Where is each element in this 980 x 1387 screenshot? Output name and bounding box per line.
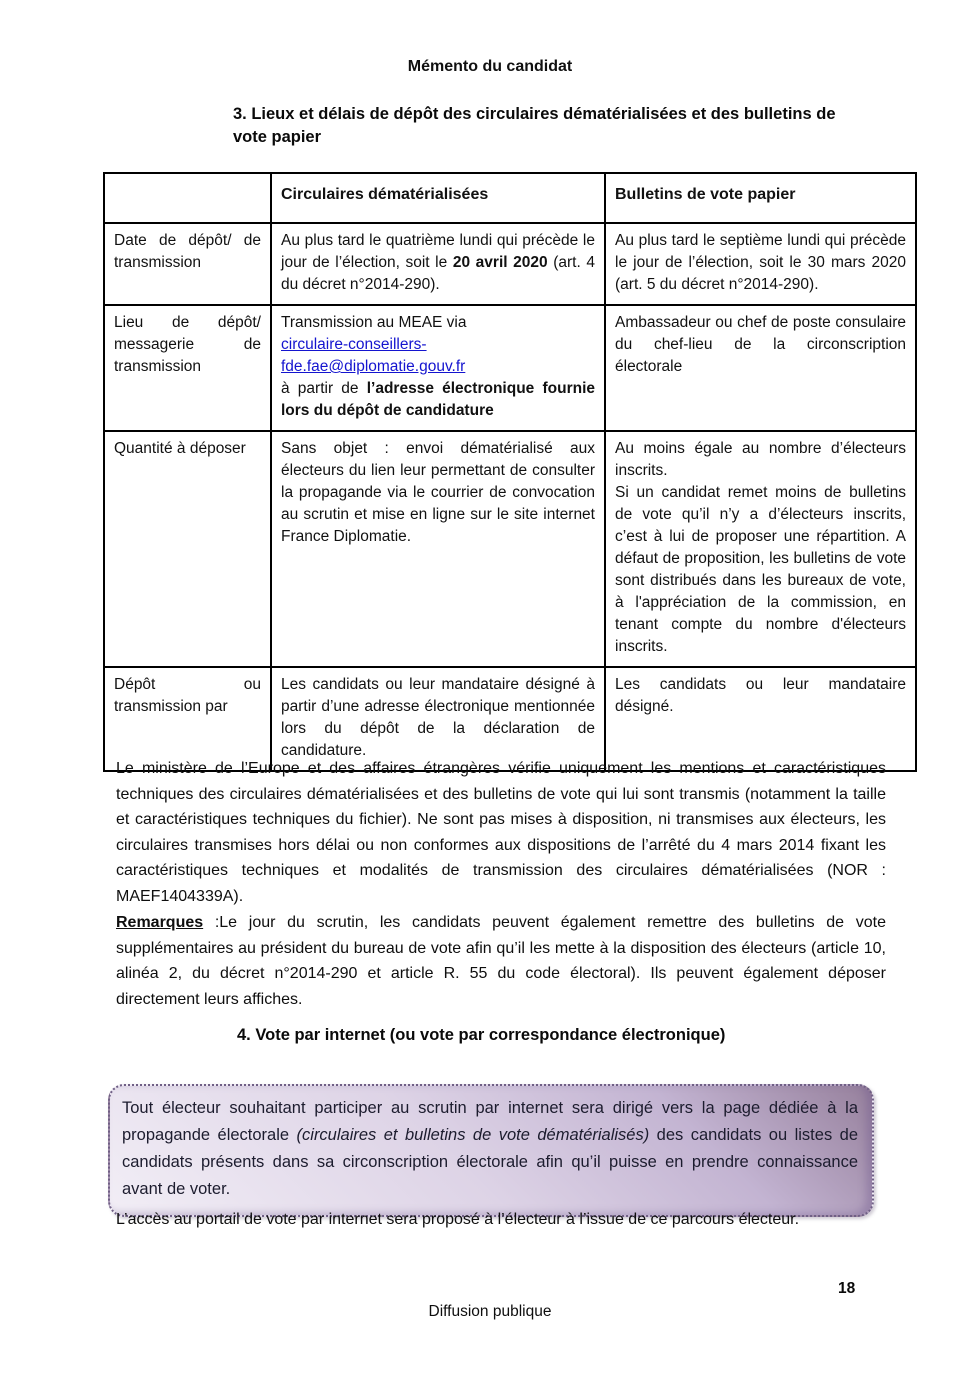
document-header-title: Mémento du candidat xyxy=(407,58,573,75)
column-header-bulletins: Bulletins de vote papier xyxy=(605,173,916,223)
email-link[interactable]: circulaire-conseillers-fde.fae@diplomatie.gouv.fr xyxy=(281,336,466,375)
callout-text: des candidats ou listes de candidats présents dans sa circonscription électorale afin qu’il puisse en prendre connaissance avant de voter. xyxy=(122,1126,858,1198)
ministry-paragraph: Le ministère de l’Europe et des affaires étrangères vérifie uniquement les mentions et caractéristiques techniques des circulaires dématérialisées et des bulletins de vote qui lui sont transmis (notamment la taille et caractéristiques techniques du fichier). Ne sont pas mises à disposition, ni transmises aux électeurs, les circulaires transmises hors délai ou non conformes aux dispositions de l’arrêté du 4 mars 2014 fixant les caractéristiques techniques et modalités de transmission des circulaires dématérialisées (NOR : MAEF1404339A). xyxy=(116,760,886,905)
cell-text xyxy=(281,380,595,419)
cell-text-bold: 20 avril 2020 xyxy=(452,254,548,271)
table-row xyxy=(104,305,916,431)
page-number: 18 xyxy=(838,1280,856,1297)
section3-title: 3. Lieux et délais de dépôt des circulaires dématérialisées et des bulletins de vote papier xyxy=(233,105,836,146)
closing-line: L’accès au portail de vote par internet sera proposé à l’électeur à l’issue de ce parcours électeur. xyxy=(116,1211,800,1228)
callout-text: Tout électeur souhaitant participer au scrutin par internet sera dirigé vers la page dédiée à la propagande électorale xyxy=(122,1099,858,1144)
table-header-row xyxy=(104,173,916,223)
section4-title: 4. Vote par internet (ou vote par correspondance électronique) xyxy=(237,1026,726,1044)
depot-table xyxy=(103,172,917,772)
cell-text-bold: l’adresse électronique fournie lors du dépôt de candidature xyxy=(281,380,595,419)
row-label-lieu: Lieu de dépôt/ messagerie de transmission xyxy=(104,305,271,431)
callout-text-italic: (circulaires et bulletins de vote dématérialisés) xyxy=(296,1126,650,1144)
remarks-separator: : xyxy=(203,914,220,931)
cell-paragraph: Si un candidat remet moins de bulletins de vote qu’il n’y a d’électeurs inscrits, c’est à lui de proposer une répartition. A défaut de proposition, les bulletins de vote sont distribués dans les bureaux de vote, à l'appréciation de la commission, en tenant compte du nombre d'électeurs inscrits. xyxy=(615,484,906,655)
cell-quantite-bulletins xyxy=(605,431,916,667)
cell-text: Au plus tard le quatrième lundi qui précède le jour de l’élection, soit le xyxy=(281,232,595,271)
cell-lieu-bulletins: Ambassadeur ou chef de poste consulaire du chef-lieu de la circonscription électorale xyxy=(605,305,916,431)
row-label-depot-par: Dépôt ou transmission par xyxy=(104,667,271,771)
cell-depot-bulletins: Les candidats ou leur mandataire désigné. xyxy=(605,667,916,771)
empty-corner-cell xyxy=(104,173,271,223)
row-label-quantite: Quantité à déposer xyxy=(104,431,271,667)
remarks-label: Remarques xyxy=(116,914,204,931)
internet-vote-callout-box xyxy=(108,1084,874,1217)
table-row xyxy=(104,431,916,667)
cell-text: à partir de xyxy=(281,380,367,397)
footer-classification: Diffusion publique xyxy=(428,1303,552,1320)
table-row xyxy=(104,223,916,305)
row-label-date: Date de dépôt/ de transmission xyxy=(104,223,271,305)
cell-quantite-circulaires: Sans objet : envoi dématérialisé aux électeurs du lien leur permettant de consulter la propagande via le courrier de convocation au scrutin et mise en ligne sur le site internet France Diplomatie. xyxy=(271,431,605,667)
cell-text: Transmission au MEAE via xyxy=(281,314,467,331)
cell-text: (art. 4 du décret n°2014-290). xyxy=(281,254,595,293)
cell-date-bulletins: Au plus tard le septième lundi qui précède le jour de l’élection, soit le 30 mars 2020 (art. 5 du décret n°2014-290). xyxy=(605,223,916,305)
cell-lieu-circulaires xyxy=(271,305,605,431)
column-header-circulaires: Circulaires dématérialisées xyxy=(271,173,605,223)
remarks-paragraph xyxy=(116,910,886,1012)
cell-paragraph: Au moins égale au nombre d’électeurs inscrits. xyxy=(615,440,906,479)
cell-depot-circulaires: Les candidats ou leur mandataire désigné à partir d’une adresse électronique mentionnée lors du dépôt de la déclaration de candidature. xyxy=(271,667,605,771)
cell-date-circulaires xyxy=(271,223,605,305)
remarks-text: Le jour du scrutin, les candidats peuvent également remettre des bulletins de vote supplémentaires au président du bureau de vote afin qu’il les mette à la disposition des électeurs (article 10, alinéa 2, du décret n°2014-290 et article R. 55 du code électoral). Ils peuvent également déposer directement leurs affiches. xyxy=(116,914,886,1008)
